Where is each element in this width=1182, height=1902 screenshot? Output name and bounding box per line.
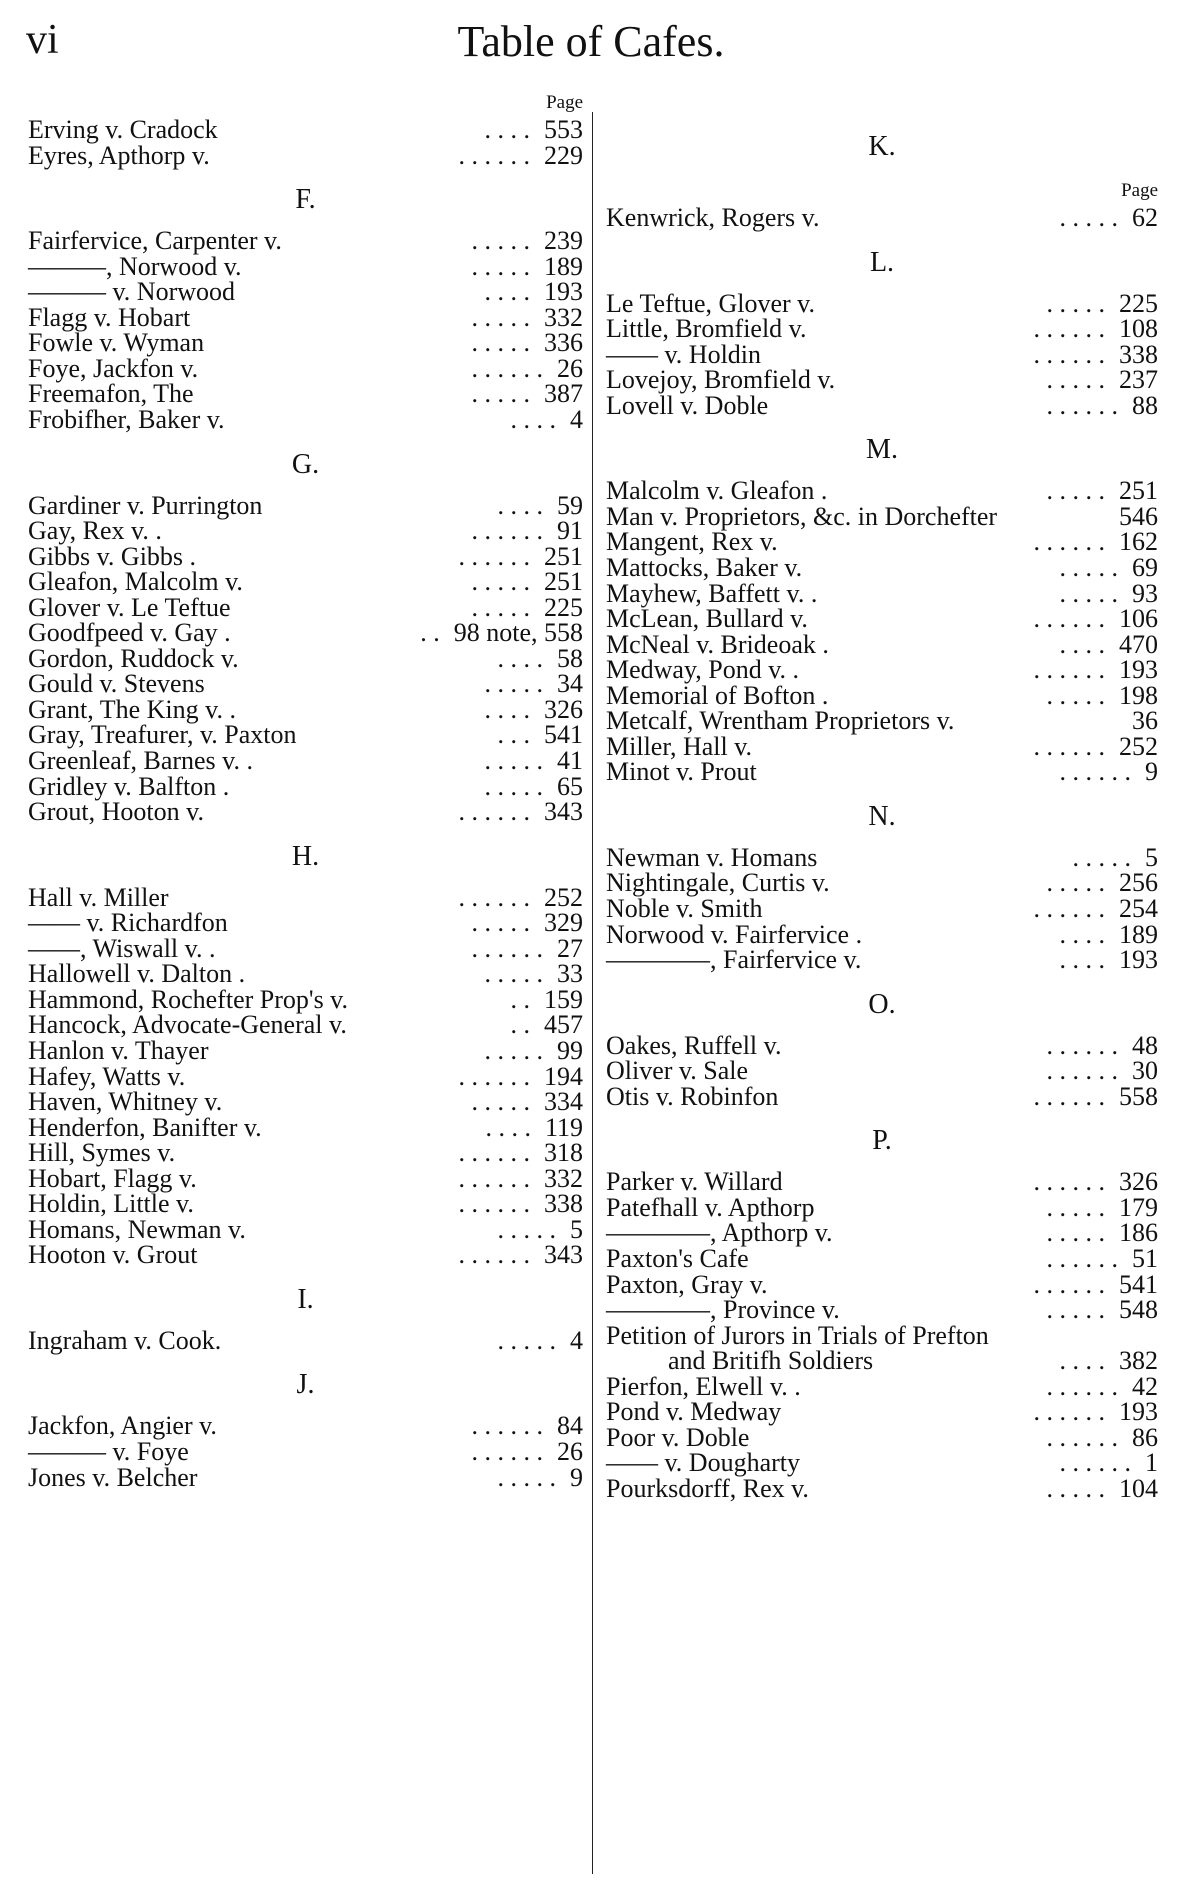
page-number: 162 bbox=[1119, 527, 1158, 557]
page-number: 343 bbox=[544, 1240, 583, 1270]
leader-dots: . . . . . . bbox=[1046, 1371, 1118, 1401]
case-entry bbox=[606, 944, 1158, 975]
page-number: 26 bbox=[557, 353, 583, 383]
page-number: 326 bbox=[1119, 1167, 1158, 1197]
leader-dots: . . . . . . bbox=[1033, 1269, 1105, 1299]
leader-dots: . . . . . bbox=[471, 567, 530, 597]
page-number: 65 bbox=[557, 771, 583, 801]
leader-dots: . . . . bbox=[484, 694, 530, 724]
case-name: ——— v. Norwood bbox=[28, 277, 236, 307]
leader-dots: . . . . . . bbox=[458, 541, 530, 571]
case-name: Hall v. Miller bbox=[28, 882, 169, 912]
page-number: 252 bbox=[544, 882, 583, 912]
leader-dots: . . . . . bbox=[484, 1035, 543, 1065]
case-entry bbox=[606, 756, 1158, 787]
case-name: ——— v. Foye bbox=[28, 1437, 189, 1466]
leader-dots: . . . . . . bbox=[1033, 314, 1105, 344]
leader-dots: . . . . . . bbox=[471, 353, 543, 383]
leader-dots: . . . . . . bbox=[1033, 1397, 1105, 1427]
case-name: Mangent, Rex v. bbox=[606, 527, 778, 557]
leader-dots: . . . . bbox=[497, 643, 543, 673]
case-name: Paxton, Gray v. bbox=[606, 1269, 768, 1299]
case-name: McLean, Bullard v. bbox=[606, 604, 808, 634]
case-name: Newman v. Homans bbox=[606, 842, 818, 872]
leader-dots: . . . . . bbox=[484, 959, 543, 989]
leader-dots: . . . . . . bbox=[458, 1061, 530, 1091]
page-number: 189 bbox=[1119, 919, 1158, 949]
case-name: Patefhall v. Apthorp bbox=[606, 1192, 815, 1222]
leader-dots: . . . . . bbox=[471, 328, 530, 358]
section-letter: F. bbox=[295, 184, 316, 216]
case-name: Medway, Pond v. . bbox=[606, 655, 800, 685]
case-name: Frobifher, Baker v. bbox=[28, 404, 225, 434]
case-name: Hafey, Watts v. bbox=[28, 1061, 186, 1091]
case-name: Freemafon, The bbox=[28, 379, 194, 409]
case-name: Parker v. Willard bbox=[606, 1167, 783, 1197]
case-name: Goodfpeed v. Gay . bbox=[28, 618, 231, 648]
case-name: Flagg v. Hobart bbox=[28, 302, 191, 332]
case-name: Hooton v. Grout bbox=[28, 1240, 198, 1270]
case-entry bbox=[28, 796, 583, 827]
leader-dots: . . . . . bbox=[471, 226, 530, 256]
page-number: 93 bbox=[1132, 578, 1158, 608]
section-letter: I. bbox=[297, 1283, 314, 1315]
page-number: 41 bbox=[557, 746, 583, 775]
section-letter: O. bbox=[868, 988, 896, 1020]
page-header bbox=[0, 10, 1182, 80]
leader-dots: . . . . . bbox=[497, 1325, 556, 1355]
page-number: 229 bbox=[544, 140, 583, 170]
case-name: Greenleaf, Barnes v. . bbox=[28, 746, 253, 775]
page-number: 58 bbox=[557, 643, 583, 673]
page-number: 237 bbox=[1119, 365, 1158, 395]
leader-dots: . . . . . bbox=[1072, 842, 1131, 872]
case-name: Homans, Newman v. bbox=[28, 1214, 246, 1244]
page-number: 189 bbox=[544, 251, 583, 281]
page-number: 387 bbox=[544, 379, 583, 409]
leader-dots: . . . bbox=[497, 720, 530, 750]
leader-dots: . . . . . . bbox=[458, 882, 530, 912]
page-number: 106 bbox=[1119, 604, 1158, 634]
page-number: 382 bbox=[1119, 1346, 1158, 1376]
page-number: 9 bbox=[1145, 757, 1158, 787]
case-name: Hanlon v. Thayer bbox=[28, 1035, 209, 1065]
page-number: 254 bbox=[1119, 894, 1158, 923]
page-number: 119 bbox=[544, 1112, 583, 1142]
page-number: 159 bbox=[544, 984, 583, 1014]
leader-dots: . . . . . . bbox=[1046, 1243, 1118, 1273]
leader-dots: . . . . bbox=[1059, 919, 1105, 949]
case-name: Kenwrick, Rogers v. bbox=[606, 203, 820, 232]
case-name: Haven, Whitney v. bbox=[28, 1087, 223, 1117]
page-number: 193 bbox=[1119, 945, 1158, 975]
page-number: 26 bbox=[557, 1437, 583, 1466]
page-number: 457 bbox=[544, 1010, 583, 1040]
case-name: ——, Wiswall v. . bbox=[28, 933, 216, 963]
case-name: Ingraham v. Cook. bbox=[28, 1325, 222, 1355]
leader-dots: . . . . . bbox=[1046, 1218, 1105, 1248]
leader-dots: . . . . . . bbox=[1046, 1030, 1118, 1060]
case-name: ————, Fairfervice v. bbox=[606, 945, 862, 975]
page-number: 553 bbox=[544, 115, 583, 144]
case-name: Gray, Treafurer, v. Paxton bbox=[28, 720, 297, 750]
leader-dots: . . . . . bbox=[1046, 868, 1105, 898]
leader-dots: . . . . . . bbox=[1033, 604, 1105, 634]
case-name: Poor v. Doble bbox=[606, 1422, 750, 1452]
page-number: 548 bbox=[1119, 1295, 1158, 1325]
leader-dots: . . . . . . bbox=[458, 1240, 530, 1270]
page-number: 193 bbox=[1119, 1397, 1158, 1427]
leader-dots: . . . . . . bbox=[471, 933, 543, 963]
case-name: Hobart, Flagg v. bbox=[28, 1163, 197, 1193]
case-name: Le Teftue, Glover v. bbox=[606, 288, 815, 318]
page-number: 546 bbox=[1119, 501, 1158, 531]
page-title: Table of Cafes. bbox=[457, 17, 725, 66]
page-number: 108 bbox=[1119, 314, 1158, 344]
section-letter: L. bbox=[869, 246, 895, 278]
case-name: Lovejoy, Bromfield v. bbox=[606, 365, 836, 395]
case-name: McNeal v. Brideoak . bbox=[606, 629, 829, 659]
page-number: 329 bbox=[544, 908, 583, 938]
page-number: 334 bbox=[544, 1087, 583, 1117]
leader-dots: . . . . . . bbox=[458, 140, 530, 170]
case-name: Minot v. Prout bbox=[606, 757, 757, 787]
case-name: Gridley v. Balfton . bbox=[28, 771, 230, 801]
leader-dots: . . . . . bbox=[484, 746, 543, 775]
section-letter: P. bbox=[872, 1125, 892, 1157]
page-number: 104 bbox=[1119, 1473, 1158, 1503]
case-name: —— v. Holdin bbox=[606, 339, 762, 369]
case-name: —— v. Richardfon bbox=[28, 908, 228, 938]
leader-dots: . . . . . . bbox=[1033, 731, 1105, 761]
page-number: 338 bbox=[544, 1189, 583, 1219]
page-number: 34 bbox=[557, 669, 583, 699]
page-number: 338 bbox=[1119, 339, 1158, 369]
page-number: 5 bbox=[1145, 842, 1158, 872]
page-number: 239 bbox=[544, 226, 583, 256]
page-number: 48 bbox=[1132, 1030, 1158, 1060]
case-name: Glover v. Le Teftue bbox=[28, 592, 231, 622]
case-name: Gay, Rex v. . bbox=[28, 516, 162, 546]
leader-dots: . . . . . . bbox=[471, 1437, 543, 1466]
leader-dots: . . . . . bbox=[471, 1087, 530, 1117]
section-letter: H. bbox=[291, 840, 320, 872]
page-number: 252 bbox=[1119, 731, 1158, 761]
leader-dots: . . . . . . bbox=[458, 1163, 530, 1193]
leader-dots: . . . . bbox=[1059, 1346, 1105, 1376]
case-name: Jackfon, Angier v. bbox=[28, 1411, 217, 1441]
case-name: Grout, Hooton v. bbox=[28, 797, 204, 827]
leader-dots: . . . . . bbox=[497, 1462, 556, 1492]
case-entry bbox=[28, 1325, 583, 1356]
case-name: Hancock, Advocate-General v. bbox=[28, 1010, 347, 1040]
page-number: 225 bbox=[544, 592, 583, 622]
page-column-heading: Page bbox=[546, 92, 583, 113]
case-name: —— v. Dougharty bbox=[606, 1448, 801, 1478]
page-folio: vi bbox=[26, 17, 59, 63]
leader-dots: . . bbox=[420, 618, 440, 648]
leader-dots: . . . . . . bbox=[1033, 1081, 1105, 1111]
section-letter: N. bbox=[868, 800, 896, 832]
case-name: and Britifh Soldiers bbox=[668, 1346, 874, 1376]
page-number: 194 bbox=[544, 1061, 583, 1091]
case-name: Oliver v. Sale bbox=[606, 1056, 748, 1086]
case-name: ————, Province v. bbox=[606, 1295, 840, 1325]
section-letter: G. bbox=[291, 448, 320, 480]
leader-dots: . . . . bbox=[484, 115, 530, 144]
leader-dots: . . . . bbox=[485, 1112, 531, 1142]
leader-dots: . . . . . . bbox=[458, 797, 530, 827]
page-number: 88 bbox=[1132, 390, 1158, 420]
page-number: 59 bbox=[557, 490, 583, 520]
page-number: 251 bbox=[1119, 476, 1158, 506]
case-entry bbox=[606, 390, 1158, 421]
page-column-heading: Page bbox=[1121, 180, 1158, 201]
page-number: 33 bbox=[557, 959, 583, 989]
case-name: Lovell v. Doble bbox=[606, 390, 769, 420]
case-entry bbox=[606, 1473, 1158, 1504]
page-number: 42 bbox=[1132, 1371, 1158, 1401]
leader-dots: . . . . . bbox=[1046, 680, 1105, 710]
page-number: 86 bbox=[1132, 1422, 1158, 1452]
leader-dots: . . . . . . bbox=[1046, 390, 1118, 420]
leader-dots: . . . . . bbox=[471, 302, 530, 332]
page-number: 1 bbox=[1145, 1448, 1158, 1478]
case-name: Norwood v. Fairfervice . bbox=[606, 919, 863, 949]
page-number: 4 bbox=[570, 1325, 583, 1355]
page-number: 51 bbox=[1132, 1243, 1158, 1273]
case-name: Jones v. Belcher bbox=[28, 1462, 198, 1492]
page-number: 30 bbox=[1132, 1056, 1158, 1086]
leader-dots: . . . . . . bbox=[1046, 1056, 1118, 1086]
case-name: Little, Bromfield v. bbox=[606, 314, 807, 344]
leader-dots: . . . . bbox=[1059, 629, 1105, 659]
case-name: Mayhew, Baffett v. . bbox=[606, 578, 818, 608]
leader-dots: . . . . . . bbox=[1033, 339, 1105, 369]
case-name: ————, Apthorp v. bbox=[606, 1218, 833, 1248]
case-name: Holdin, Little v. bbox=[28, 1189, 194, 1219]
page-number: 27 bbox=[557, 933, 583, 963]
leader-dots: . . . . bbox=[510, 404, 556, 434]
page-number: 98 note, 558 bbox=[453, 618, 583, 648]
page-number: 558 bbox=[1119, 1081, 1158, 1111]
page-number: 251 bbox=[544, 541, 583, 571]
case-name: Grant, The King v. . bbox=[28, 694, 236, 724]
case-name: Fairfervice, Carpenter v. bbox=[28, 226, 282, 256]
leader-dots: . . . . . bbox=[471, 251, 530, 281]
leader-dots: . . . . . . bbox=[1033, 655, 1105, 685]
leader-dots: . . . . . bbox=[1046, 288, 1105, 318]
case-name: Noble v. Smith bbox=[606, 894, 763, 923]
page-number: 256 bbox=[1119, 868, 1158, 898]
leader-dots: . . . . . bbox=[471, 592, 530, 622]
case-name: Otis v. Robinfon bbox=[606, 1081, 779, 1111]
case-name: Pourksdorff, Rex v. bbox=[606, 1473, 809, 1503]
case-name: Fowle v. Wyman bbox=[28, 328, 205, 358]
leader-dots: . . . . . . bbox=[471, 516, 543, 546]
page-number: 343 bbox=[544, 797, 583, 827]
column-divider bbox=[592, 112, 593, 1874]
case-name: Henderfon, Banifter v. bbox=[28, 1112, 262, 1142]
case-name: Eyres, Apthorp v. bbox=[28, 140, 210, 170]
leader-dots: . . . . . bbox=[1059, 552, 1118, 582]
page-number: 179 bbox=[1119, 1192, 1158, 1222]
case-entry bbox=[28, 1462, 583, 1493]
case-entry bbox=[606, 202, 1158, 233]
case-name: Erving v. Cradock bbox=[28, 115, 218, 144]
leader-dots: . . . . . bbox=[1046, 476, 1105, 506]
leader-dots: . . . . . . bbox=[458, 1189, 530, 1219]
leader-dots: . . . . . . bbox=[1059, 1448, 1131, 1478]
section-letter: M. bbox=[866, 434, 898, 466]
case-name: Pierfon, Elwell v. . bbox=[606, 1371, 801, 1401]
page-number: 332 bbox=[544, 302, 583, 332]
case-name: Malcolm v. Gleafon . bbox=[606, 476, 828, 506]
leader-dots: . . . . . bbox=[1046, 1192, 1105, 1222]
leader-dots: . . . . bbox=[497, 490, 543, 520]
leader-dots: . . . . . bbox=[471, 908, 530, 938]
page-number: 225 bbox=[1119, 288, 1158, 318]
case-entry bbox=[28, 1239, 583, 1270]
leader-dots: . . . . . bbox=[484, 669, 543, 699]
page-number: 541 bbox=[1119, 1269, 1158, 1299]
page-number: 84 bbox=[557, 1411, 583, 1441]
page-number: 9 bbox=[570, 1462, 583, 1492]
leader-dots: . . . . . . bbox=[471, 1411, 543, 1441]
case-name: Mattocks, Baker v. bbox=[606, 552, 803, 582]
case-entry bbox=[28, 404, 583, 435]
case-name: Foye, Jackfon v. bbox=[28, 353, 199, 383]
case-name: Memorial of Bofton . bbox=[606, 680, 829, 710]
case-name: Gibbs v. Gibbs . bbox=[28, 541, 197, 571]
leader-dots: . . . . bbox=[1059, 945, 1105, 975]
page-number: 193 bbox=[544, 277, 583, 307]
page-number: 62 bbox=[1132, 203, 1158, 232]
page-number: 36 bbox=[1132, 706, 1158, 736]
page-number: 99 bbox=[557, 1035, 583, 1065]
page-number: 332 bbox=[544, 1163, 583, 1193]
page-number: 198 bbox=[1119, 680, 1158, 710]
leader-dots: . . . . . bbox=[1059, 203, 1118, 232]
leader-dots: . . . . . bbox=[471, 379, 530, 409]
page-number: 69 bbox=[1132, 552, 1158, 582]
page-number: 251 bbox=[544, 567, 583, 597]
case-entry bbox=[28, 140, 583, 171]
case-name: Metcalf, Wrentham Proprietors v. bbox=[606, 706, 955, 736]
case-name: Gordon, Ruddock v. bbox=[28, 643, 239, 673]
page-number: 541 bbox=[544, 720, 583, 750]
leader-dots: . . . . . . bbox=[1033, 527, 1105, 557]
page-number: 318 bbox=[544, 1138, 583, 1168]
page-number: 470 bbox=[1119, 629, 1158, 659]
case-name: ———, Norwood v. bbox=[28, 251, 242, 281]
case-entry bbox=[606, 1081, 1158, 1112]
page-number: 4 bbox=[570, 404, 583, 434]
page-number: 5 bbox=[570, 1214, 583, 1244]
case-name: Paxton's Cafe bbox=[606, 1243, 749, 1273]
leader-dots: . . . . . bbox=[1046, 1295, 1105, 1325]
leader-dots: . . . . . bbox=[1046, 365, 1105, 395]
case-name: Nightingale, Curtis v. bbox=[606, 868, 830, 898]
page-number: 186 bbox=[1119, 1218, 1158, 1248]
leader-dots: . . . . . bbox=[497, 1214, 556, 1244]
leader-dots: . . . . bbox=[484, 277, 530, 307]
case-name: Gardiner v. Purrington bbox=[28, 490, 263, 520]
case-name: Hammond, Rochefter Prop's v. bbox=[28, 984, 348, 1014]
leader-dots: . . bbox=[510, 1010, 530, 1040]
case-name: Hill, Symes v. bbox=[28, 1138, 176, 1168]
leader-dots: . . . . . bbox=[484, 771, 543, 801]
page-number: 193 bbox=[1119, 655, 1158, 685]
case-name: Pond v. Medway bbox=[606, 1397, 782, 1427]
leader-dots: . . bbox=[510, 984, 530, 1014]
page-number: 326 bbox=[544, 694, 583, 724]
leader-dots: . . . . . . bbox=[1033, 894, 1105, 923]
section-letter: K. bbox=[868, 131, 896, 162]
leader-dots: . . . . . . bbox=[1046, 1422, 1118, 1452]
leader-dots: . . . . . . bbox=[1033, 1167, 1105, 1197]
case-name: Miller, Hall v. bbox=[606, 731, 753, 761]
case-name: Oakes, Ruffell v. bbox=[606, 1030, 782, 1060]
page-number: 91 bbox=[557, 516, 583, 546]
case-name: Man v. Proprietors, &c. in Dorchefter bbox=[606, 501, 998, 531]
section-letter: J. bbox=[296, 1369, 315, 1401]
case-name: Gleafon, Malcolm v. bbox=[28, 567, 243, 597]
case-name: Petition of Jurors in Trials of Prefton bbox=[606, 1320, 989, 1350]
leader-dots: . . . . . . bbox=[1059, 757, 1131, 787]
case-name: Gould v. Stevens bbox=[28, 669, 205, 699]
case-name: Hallowell v. Dalton . bbox=[28, 959, 246, 989]
leader-dots: . . . . . . bbox=[458, 1138, 530, 1168]
page-number: 336 bbox=[544, 328, 583, 358]
leader-dots: . . . . . bbox=[1059, 578, 1118, 608]
leader-dots: . . . . . bbox=[1046, 1473, 1105, 1503]
